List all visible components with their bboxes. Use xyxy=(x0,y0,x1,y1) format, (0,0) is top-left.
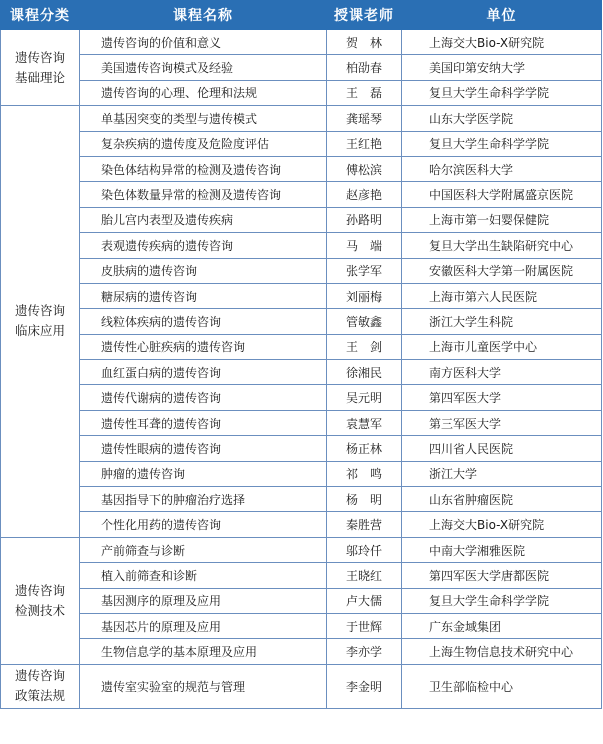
teacher-cell: 赵彦艳 xyxy=(327,182,402,207)
teacher-cell: 王红艳 xyxy=(327,131,402,156)
teacher-cell: 祁 鸣 xyxy=(327,461,402,486)
unit-cell: 复旦大学生命科学学院 xyxy=(402,588,602,613)
unit-cell: 上海交大Bio-X研究院 xyxy=(402,512,602,537)
category-cell xyxy=(1,30,80,106)
teacher-cell: 卢大儒 xyxy=(327,588,402,613)
header-unit: 单位 xyxy=(402,1,602,30)
unit-cell: 哈尔滨医科大学 xyxy=(402,156,602,181)
header-category: 课程分类 xyxy=(1,1,80,30)
course-name-cell: 遗传室实验室的规范与管理 xyxy=(80,664,327,708)
table-row xyxy=(1,80,602,105)
course-name-cell: 产前筛查与诊断 xyxy=(80,537,327,562)
teacher-cell: 傅松滨 xyxy=(327,156,402,181)
course-name-cell: 基因芯片的原理及应用 xyxy=(80,613,327,638)
course-name-cell: 遗传性眼病的遗传咨询 xyxy=(80,436,327,461)
header-row xyxy=(1,1,602,30)
teacher-cell: 王 剑 xyxy=(327,334,402,359)
unit-cell: 复旦大学生命科学学院 xyxy=(402,131,602,156)
unit-cell: 中南大学湘雅医院 xyxy=(402,537,602,562)
unit-cell: 上海市儿童医学中心 xyxy=(402,334,602,359)
course-name-cell: 遗传咨询的心理、伦理和法规 xyxy=(80,80,327,105)
course-name-cell: 植入前筛查和诊断 xyxy=(80,563,327,588)
teacher-cell: 柏劭春 xyxy=(327,55,402,80)
unit-cell: 复旦大学出生缺陷研究中心 xyxy=(402,233,602,258)
table-row xyxy=(1,258,602,283)
unit-cell: 上海市第一妇婴保健院 xyxy=(402,207,602,232)
table-row xyxy=(1,537,602,562)
table-row xyxy=(1,131,602,156)
table-row xyxy=(1,487,602,512)
course-name-cell: 染色体数量异常的检测及遗传咨询 xyxy=(80,182,327,207)
header-course: 课程名称 xyxy=(80,1,327,30)
unit-cell: 卫生部临检中心 xyxy=(402,664,602,708)
table-row xyxy=(1,55,602,80)
table-row xyxy=(1,639,602,664)
table-row xyxy=(1,410,602,435)
table-row xyxy=(1,436,602,461)
table-row xyxy=(1,512,602,537)
category-cell xyxy=(1,537,80,664)
table-row xyxy=(1,461,602,486)
course-name-cell: 遗传咨询的价值和意义 xyxy=(80,30,327,55)
teacher-cell: 吴元明 xyxy=(327,385,402,410)
teacher-cell: 于世辉 xyxy=(327,613,402,638)
course-name-cell: 基因测序的原理及应用 xyxy=(80,588,327,613)
teacher-cell: 李亦学 xyxy=(327,639,402,664)
unit-cell: 第三军医大学 xyxy=(402,410,602,435)
table-row xyxy=(1,207,602,232)
teacher-cell: 徐湘民 xyxy=(327,360,402,385)
category-cell xyxy=(1,106,80,538)
teacher-cell: 马 端 xyxy=(327,233,402,258)
table-row xyxy=(1,588,602,613)
table-row xyxy=(1,182,602,207)
unit-cell: 安徽医科大学第一附属医院 xyxy=(402,258,602,283)
teacher-cell: 杨正林 xyxy=(327,436,402,461)
course-name-cell: 胎儿宫内表型及遗传疾病 xyxy=(80,207,327,232)
course-name-cell: 单基因突变的类型与遗传模式 xyxy=(80,106,327,131)
unit-cell: 第四军医大学唐都医院 xyxy=(402,563,602,588)
table-row xyxy=(1,385,602,410)
course-name-cell: 染色体结构异常的检测及遗传咨询 xyxy=(80,156,327,181)
unit-cell: 第四军医大学 xyxy=(402,385,602,410)
table-row xyxy=(1,563,602,588)
category-label-line: 基础理论 xyxy=(14,69,65,85)
table-row xyxy=(1,613,602,638)
unit-cell: 上海市第六人民医院 xyxy=(402,283,602,308)
course-name-cell: 肿瘤的遗传咨询 xyxy=(80,461,327,486)
unit-cell: 山东省肿瘤医院 xyxy=(402,487,602,512)
unit-cell: 广东金域集团 xyxy=(402,613,602,638)
teacher-cell: 张学军 xyxy=(327,258,402,283)
teacher-cell: 管敏鑫 xyxy=(327,309,402,334)
table-row xyxy=(1,283,602,308)
table-row xyxy=(1,360,602,385)
unit-cell: 山东大学医学院 xyxy=(402,106,602,131)
table-row xyxy=(1,309,602,334)
category-label-line: 遗传咨询 xyxy=(14,49,65,65)
category-label-line: 政策法规 xyxy=(14,688,65,704)
course-name-cell: 遗传性耳聋的遗传咨询 xyxy=(80,410,327,435)
course-name-cell: 线粒体疾病的遗传咨询 xyxy=(80,309,327,334)
table-row xyxy=(1,106,602,131)
course-name-cell: 个性化用药的遗传咨询 xyxy=(80,512,327,537)
unit-cell: 中国医科大学附属盛京医院 xyxy=(402,182,602,207)
unit-cell: 复旦大学生命科学学院 xyxy=(402,80,602,105)
table-row xyxy=(1,664,602,708)
teacher-cell: 邬玲仟 xyxy=(327,537,402,562)
teacher-cell: 秦胜营 xyxy=(327,512,402,537)
category-label-line: 遗传咨询 xyxy=(14,303,65,319)
category-label-line: 检测技术 xyxy=(14,602,65,618)
course-name-cell: 皮肤病的遗传咨询 xyxy=(80,258,327,283)
table-row xyxy=(1,334,602,359)
teacher-cell: 杨 明 xyxy=(327,487,402,512)
category-cell xyxy=(1,664,80,708)
header-teacher: 授课老师 xyxy=(327,1,402,30)
course-name-cell: 复杂疾病的遗传度及危险度评估 xyxy=(80,131,327,156)
table-row xyxy=(1,30,602,55)
category-label-line: 遗传咨询 xyxy=(14,582,65,598)
course-name-cell: 遗传性心脏疾病的遗传咨询 xyxy=(80,334,327,359)
course-name-cell: 基因指导下的肿瘤治疗选择 xyxy=(80,487,327,512)
course-name-cell: 血红蛋白病的遗传咨询 xyxy=(80,360,327,385)
unit-cell: 南方医科大学 xyxy=(402,360,602,385)
teacher-cell: 李金明 xyxy=(327,664,402,708)
unit-cell: 浙江大学生科院 xyxy=(402,309,602,334)
teacher-cell: 袁慧军 xyxy=(327,410,402,435)
course-name-cell: 生物信息学的基本原理及应用 xyxy=(80,639,327,664)
teacher-cell: 刘丽梅 xyxy=(327,283,402,308)
teacher-cell: 王 磊 xyxy=(327,80,402,105)
unit-cell: 四川省人民医院 xyxy=(402,436,602,461)
category-label-line: 临床应用 xyxy=(14,323,65,339)
table-row xyxy=(1,233,602,258)
unit-cell: 上海生物信息技术研究中心 xyxy=(402,639,602,664)
table-body xyxy=(1,30,602,709)
teacher-cell: 孙路明 xyxy=(327,207,402,232)
unit-cell: 美国印第安纳大学 xyxy=(402,55,602,80)
teacher-cell: 王晓红 xyxy=(327,563,402,588)
unit-cell: 浙江大学 xyxy=(402,461,602,486)
unit-cell: 上海交大Bio-X研究院 xyxy=(402,30,602,55)
teacher-cell: 贺 林 xyxy=(327,30,402,55)
teacher-cell: 龚瑶琴 xyxy=(327,106,402,131)
course-name-cell: 表观遗传疾病的遗传咨询 xyxy=(80,233,327,258)
table-row xyxy=(1,156,602,181)
course-name-cell: 糖尿病的遗传咨询 xyxy=(80,283,327,308)
course-name-cell: 美国遗传咨询模式及经验 xyxy=(80,55,327,80)
course-name-cell: 遗传代谢病的遗传咨询 xyxy=(80,385,327,410)
category-label-line: 遗传咨询 xyxy=(14,668,65,684)
